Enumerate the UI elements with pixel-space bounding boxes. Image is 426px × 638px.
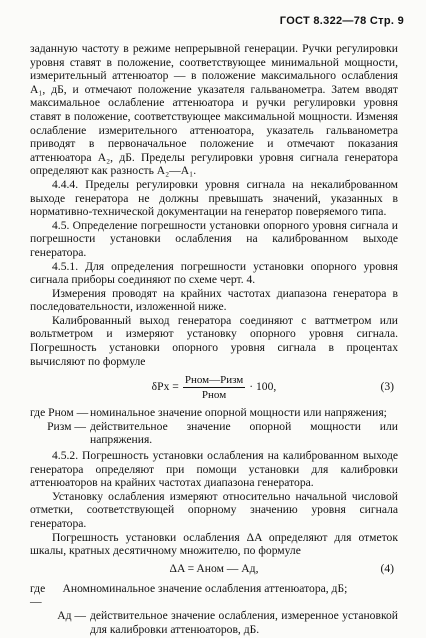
definition-desc: действительное значение опорной мощности или напряжения.: [90, 419, 398, 447]
document-body: [30, 42, 398, 638]
definition-desc: действительное значение ослабления, измеренное установкой для калибровки аттенюаторов, дБ.: [90, 608, 398, 636]
formula-3-number: (3): [380, 380, 394, 394]
paragraph-measurements: Измерения проводят на крайних частотах диапазона генератора в последовательности, изложенной ниже.: [30, 286, 398, 314]
formula-3-fraction: [183, 374, 245, 401]
formula-3: [30, 370, 398, 404]
definition-term: Aд —: [57, 608, 86, 622]
definition-desc: номинальное значение опорной мощности или напряжения;: [90, 406, 387, 420]
definition-row: [30, 609, 398, 636]
paragraph-attenuation-setting: Установку ослабления измеряют относительно начальной числовой отметки, соответствующей опорному значению уровня сигнала генератора.: [30, 489, 398, 530]
paragraph-calibrated-output: Калиброванный выход генератора соединяют с ваттметром или вольтметром и измеряют установку опорного уровня сигнала. Погрешность установки опорного уровня сигнала в процентах вычисляют по формуле: [30, 313, 398, 368]
page-header: ГОСТ 8.322—78 Стр. 9: [279, 15, 404, 27]
paragraph-4-5-2: 4.5.2. Погрешность установки ослабления на калиброванном выходе генератора определяют при помощи установки для калибровки аттенюаторов на крайних частотах диапазона генератора.: [30, 449, 398, 490]
definitions-3: [30, 406, 398, 447]
formula-4-number: (4): [380, 561, 394, 575]
paragraph-4-5: 4.5. Определение погрешности установки опорного уровня сигнала и погрешности установки ослабления на калиброванном выходе генератора.: [30, 218, 398, 259]
definition-term: Pизм —: [47, 419, 86, 433]
definitions-4: [30, 582, 398, 636]
definition-row: [30, 582, 398, 609]
definition-row: [30, 420, 398, 447]
formula-4: [30, 562, 398, 578]
definition-desc: номинальное значение ослабления аттенюатора, дБ;: [90, 581, 348, 595]
formula-3-denominator: Pном: [201, 388, 227, 401]
definition-term: где Aном —: [30, 581, 90, 609]
formula-4-expression: ΔA = Aном — Aд,: [169, 561, 259, 575]
definition-term: где Pном —: [30, 406, 89, 420]
formula-3-numerator: Pном—Pизм: [184, 373, 244, 386]
paragraph-4-4-4: 4.4.4. Пределы регулировки уровня сигнала на некалиброванном выходе генератора не должны превышать значений, указанных в нормативно-технической документации на генератор поверяемого типа.: [30, 177, 398, 219]
definition-row: [30, 406, 398, 420]
formula-3-tail: · 100,: [249, 380, 277, 394]
paragraph-4-5-1: 4.5.1. Для определения погрешности установки опорного уровня сигнала приборы соединяют по схеме черт. 4.: [30, 259, 398, 287]
paragraph-1: заданную частоту в режиме непрерывной генерации. Ручки регулировки уровня ставят в положение, соответствующее минимальной мощности, измерительный аттенюатор — в положение максимального ослабления A₁, дБ, и отмечают положение указателя гальванометра. Затем вводят максимальное ослабление аттенюатора и ручки регулировки уровня ставят в положение, соответствующее максимальной мощности. Изменяя ослабление измерительного аттенюатора, указатель гальванометра приводят в первоначальное положение и отмечают показания аттенюатора A₂, дБ. Пределы регулировки уровня сигнала генератора определяют как разность A₂—A₁.: [30, 42, 398, 178]
paragraph-attenuation-error: Погрешность установки ослабления ΔA определяют для отметок шкалы, кратных десятичному множителю, по формуле: [30, 530, 398, 558]
formula-3-lhs: δPх =: [151, 380, 179, 394]
